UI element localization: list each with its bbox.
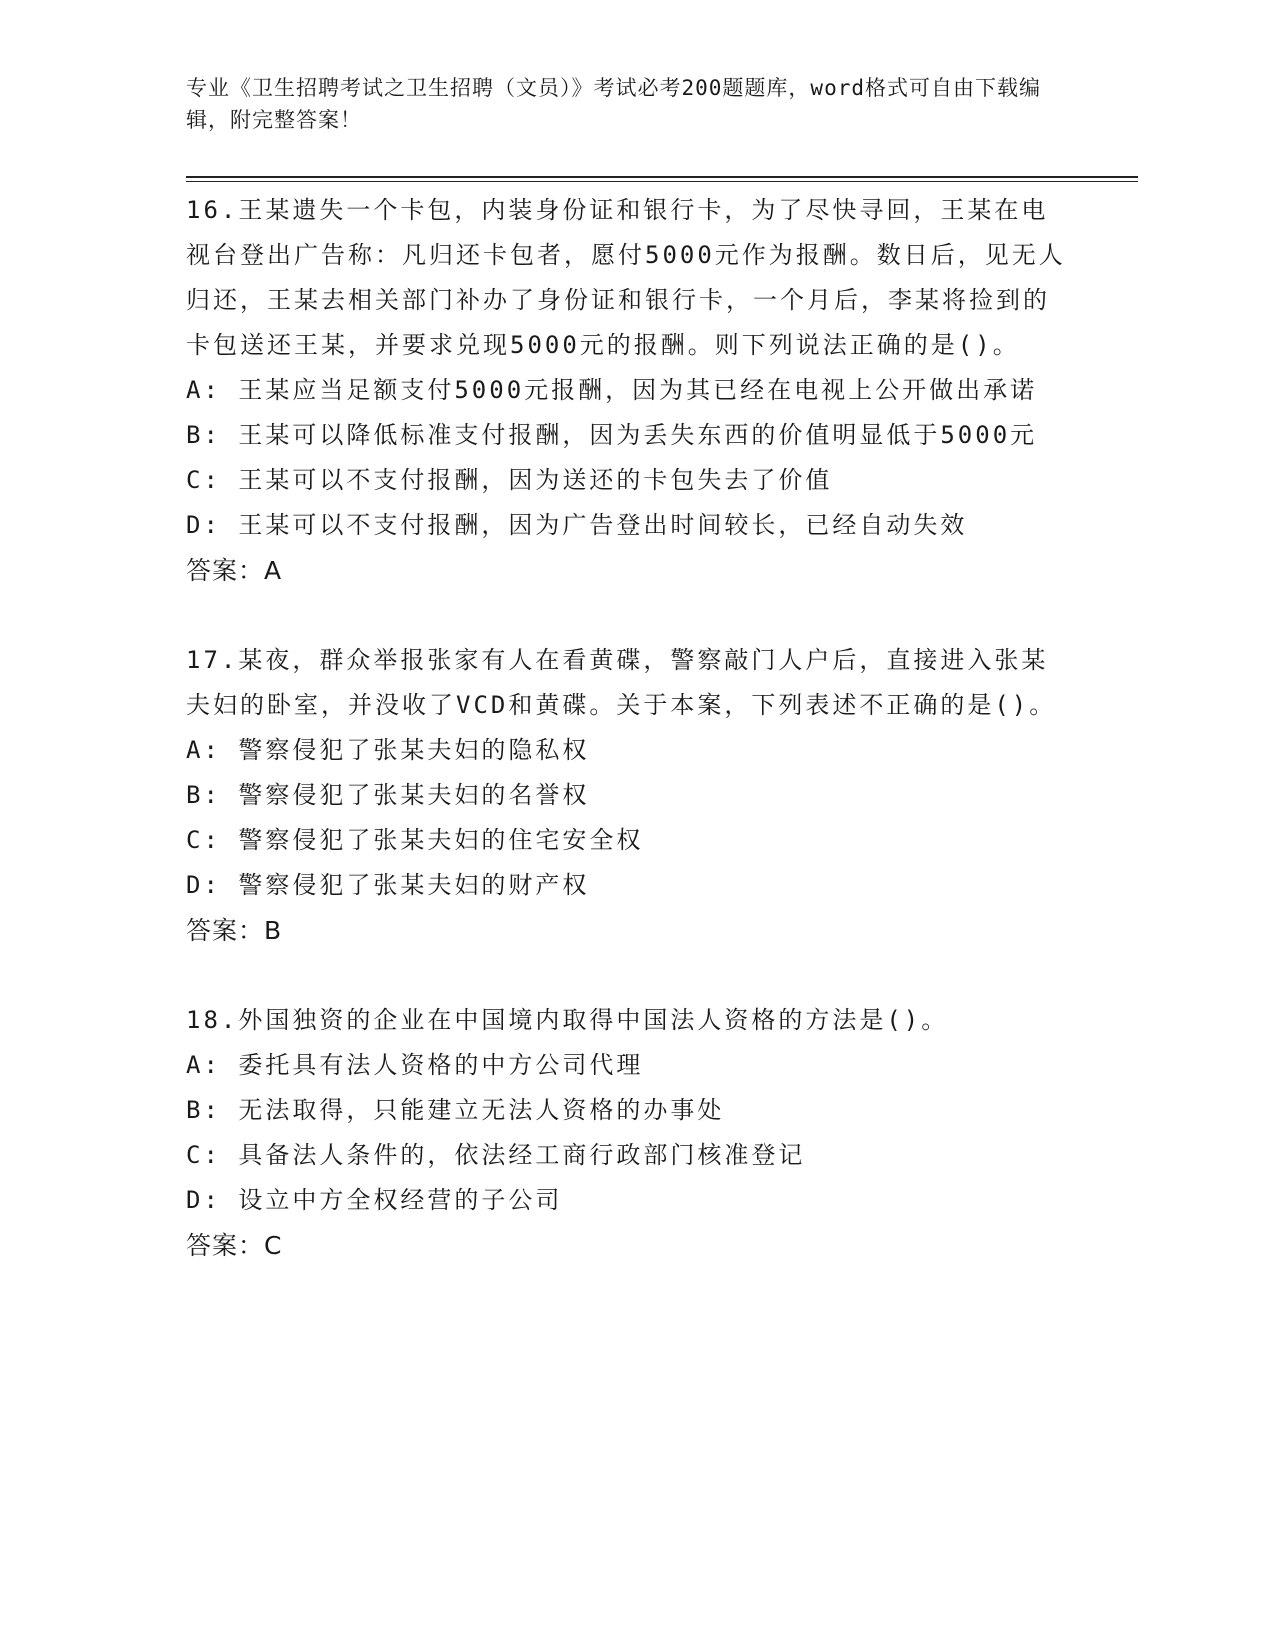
question-list [186, 188, 1066, 1268]
question-spacer [186, 953, 1066, 998]
question-stem: 16.王某遗失一个卡包，内装身份证和银行卡，为了尽快寻回，王某在电视台登出广告称：凡归还卡包者，愿付5000元作为报酬。数日后，见无人归还，王某去相关部门补办了身份证和银行卡，一个月后，李某将捡到的卡包送还王某，并要求兑现5000元的报酬。则下列说法正确的是()。 [186, 196, 1066, 359]
answer-line: 答案：A [186, 556, 283, 585]
option-b: B: 无法取得，只能建立无法人资格的办事处 [186, 1096, 725, 1124]
option-d: D: 警察侵犯了张某夫妇的财产权 [186, 871, 590, 899]
option-a: A: 委托具有法人资格的中方公司代理 [186, 1051, 644, 1079]
answer-line: 答案：B [186, 916, 283, 945]
option-c: C: 具备法人条件的，依法经工商行政部门核准登记 [186, 1141, 806, 1169]
question-18 [186, 998, 1066, 1268]
option-b: B: 王某可以降低标准支付报酬，因为丢失东西的价值明显低于5000元 [186, 421, 1038, 449]
header-divider-thick [186, 176, 1138, 178]
option-c: C: 王某可以不支付报酬，因为送还的卡包失去了价值 [186, 466, 833, 494]
answer-line: 答案：C [186, 1231, 283, 1260]
question-spacer [186, 593, 1066, 638]
header-divider-thin [186, 181, 1138, 182]
document-header: 专业《卫生招聘考试之卫生招聘（文员）》考试必考200题题库，word格式可自由下载编辑，附完整答案！ [186, 76, 1041, 132]
option-d: D: 设立中方全权经营的子公司 [186, 1186, 563, 1214]
option-a: A: 警察侵犯了张某夫妇的隐私权 [186, 736, 590, 764]
option-d: D: 王某可以不支付报酬，因为广告登出时间较长，已经自动失效 [186, 511, 968, 539]
option-a: A: 王某应当足额支付5000元报酬，因为其已经在电视上公开做出承诺 [186, 376, 1038, 404]
option-b: B: 警察侵犯了张某夫妇的名誉权 [186, 781, 590, 809]
question-stem: 17.某夜，群众举报张家有人在看黄碟，警察敲门人户后，直接进入张某夫妇的卧室，并没收了VCD和黄碟。关于本案，下列表述不正确的是()。 [186, 646, 1057, 719]
question-stem: 18.外国独资的企业在中国境内取得中国法人资格的方法是()。 [186, 1006, 949, 1034]
question-17 [186, 638, 1066, 953]
question-16 [186, 188, 1066, 593]
option-c: C: 警察侵犯了张某夫妇的住宅安全权 [186, 826, 644, 854]
